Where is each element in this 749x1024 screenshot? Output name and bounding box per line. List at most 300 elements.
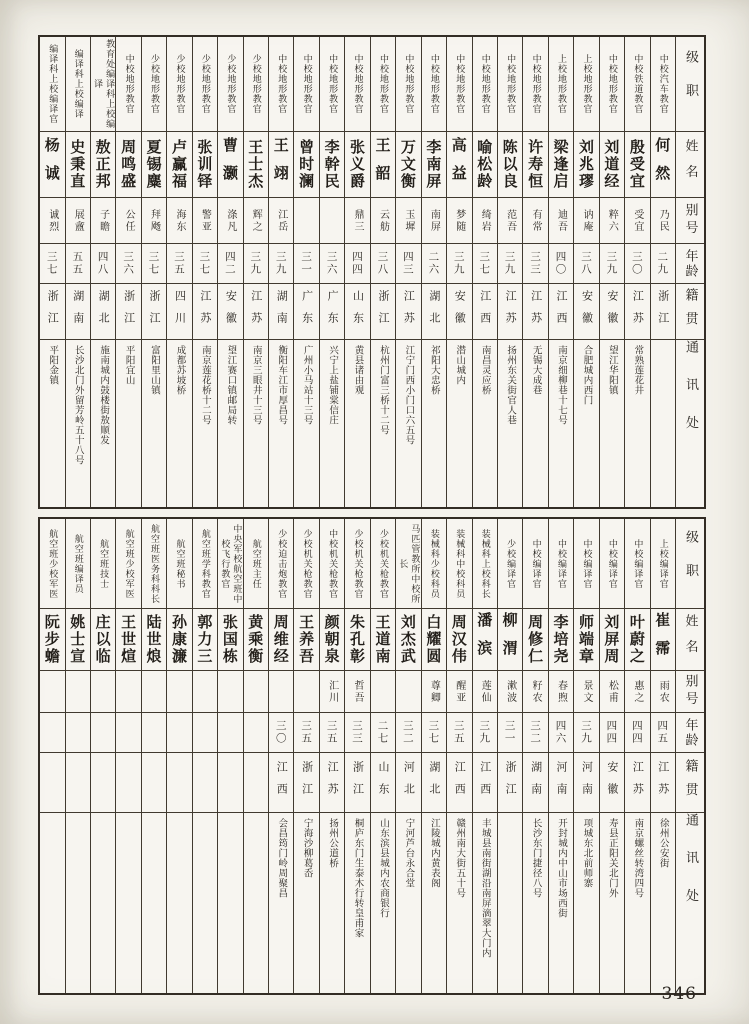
- alias-cell: 受宜: [625, 198, 649, 244]
- alias-cell: 江岳: [269, 198, 293, 244]
- header-origin: 籍贯: [676, 284, 704, 340]
- roster-column: [344, 37, 369, 507]
- name-cell: 孙康濂: [167, 609, 191, 671]
- origin-cell: 浙江: [142, 284, 166, 340]
- name-cell: 陆世烺: [142, 609, 166, 671]
- header-alias: 别号: [676, 671, 704, 713]
- name-cell: 许寿恒: [523, 132, 547, 198]
- address-cell: 宁河芦台永合堂: [403, 818, 415, 888]
- rank-cell: 少校地形教官: [244, 37, 268, 132]
- age-cell: 二九: [651, 244, 675, 284]
- rank-cell: 教育处编译科上校编译: [91, 37, 115, 132]
- roster-column: [243, 37, 268, 507]
- alias-cell: 辉之: [244, 198, 268, 244]
- age-cell: 三五: [447, 713, 471, 753]
- name-cell: 刘杰武: [396, 609, 420, 671]
- rank-cell: 中校地形教官: [523, 37, 547, 132]
- roster-column: [624, 37, 649, 507]
- age-cell: [66, 713, 90, 753]
- age-cell: [244, 713, 268, 753]
- alias-cell: [269, 671, 293, 713]
- name-cell: 叶蔚之: [625, 609, 649, 671]
- name-cell: 颜朝泉: [320, 609, 344, 671]
- alias-cell: 惠之: [625, 671, 649, 713]
- address-cell: 衡阳车江市厚昌号: [276, 345, 288, 425]
- name-cell: 卢赢福: [167, 132, 191, 198]
- address-cell: 成都苏坡桥: [174, 345, 186, 395]
- header-address: 通讯处: [683, 813, 698, 927]
- roster-column: [446, 37, 471, 507]
- origin-cell: 浙江: [498, 753, 522, 813]
- alias-cell: [218, 671, 242, 713]
- address-cell: 项城东北前师寨: [581, 818, 593, 888]
- name-cell: 朱孔彰: [345, 609, 369, 671]
- alias-cell: 松甫: [600, 671, 624, 713]
- origin-cell: 江苏: [498, 284, 522, 340]
- name-cell: 李培尧: [549, 609, 573, 671]
- alias-cell: 哲吾: [345, 671, 369, 713]
- rank-cell: 上校地形教官: [549, 37, 573, 132]
- origin-cell: 江苏: [651, 753, 675, 813]
- name-cell: 殷受宜: [625, 132, 649, 198]
- alias-cell: [294, 198, 318, 244]
- origin-cell: [244, 753, 268, 813]
- origin-cell: 江西: [269, 753, 293, 813]
- origin-cell: 山东: [371, 753, 395, 813]
- alias-cell: 涤凡: [218, 198, 242, 244]
- origin-cell: 湖北: [91, 284, 115, 340]
- origin-cell: 江苏: [193, 284, 217, 340]
- roster-column: [573, 519, 598, 993]
- age-cell: 二七: [371, 713, 395, 753]
- rank-cell: 中校地形教官: [422, 37, 446, 132]
- alias-cell: 尊卿: [422, 671, 446, 713]
- roster-column: [446, 519, 471, 993]
- roster-column: [293, 519, 318, 993]
- header-age: 年龄: [676, 713, 704, 753]
- age-cell: 四四: [600, 713, 624, 753]
- roster-column: [650, 37, 675, 507]
- name-cell: 周汉伟: [447, 609, 471, 671]
- roster-column: [115, 37, 140, 507]
- age-cell: 四八: [91, 244, 115, 284]
- alias-cell: 漱波: [498, 671, 522, 713]
- alias-cell: 诚烈: [40, 198, 64, 244]
- roster-column: [548, 519, 573, 993]
- origin-cell: 江西: [473, 284, 497, 340]
- name-cell: 白耀圆: [422, 609, 446, 671]
- address-cell: 南京螺丝转湾四号: [632, 818, 644, 898]
- origin-cell: 江西: [447, 753, 471, 813]
- roster-column: [141, 519, 166, 993]
- name-cell: 李南屏: [422, 132, 446, 198]
- name-cell: 王道南: [371, 609, 395, 671]
- roster-column: [217, 37, 242, 507]
- alias-cell: [371, 671, 395, 713]
- alias-cell: [142, 671, 166, 713]
- name-cell: 喻松龄: [473, 132, 497, 198]
- alias-cell: 雨农: [651, 671, 675, 713]
- rank-cell: 中校地形教官: [345, 37, 369, 132]
- alias-cell: 醒亚: [447, 671, 471, 713]
- name-cell: 李幹民: [320, 132, 344, 198]
- name-cell: 王韶: [371, 132, 395, 198]
- age-cell: 三九: [498, 244, 522, 284]
- name-cell: 敖正邦: [91, 132, 115, 198]
- rank-cell: 少校地形教官: [218, 37, 242, 132]
- age-cell: 四六: [549, 713, 573, 753]
- rank-cell: 中校地形教官: [396, 37, 420, 132]
- header-column: [675, 519, 704, 993]
- rank-cell: 中校地形教官: [371, 37, 395, 132]
- rank-cell: 少校机关枪教官: [345, 519, 369, 609]
- roster-column: [472, 37, 497, 507]
- roster-column: [217, 519, 242, 993]
- address-cell: 开封城内中山市场西街: [556, 818, 568, 918]
- roster-column: [115, 519, 140, 993]
- address-cell: 望江赛口镇邮局转: [225, 345, 237, 425]
- alias-cell: [396, 671, 420, 713]
- rank-cell: 中校汽车教官: [651, 37, 675, 132]
- origin-cell: 江苏: [523, 284, 547, 340]
- address-cell: 宁海沙柳葛岙: [301, 818, 313, 878]
- age-cell: 四二: [218, 244, 242, 284]
- alias-cell: 有常: [523, 198, 547, 244]
- origin-cell: 浙江: [651, 284, 675, 340]
- rank-cell: 编译科上校编译: [66, 37, 90, 132]
- alias-cell: 春煦: [549, 671, 573, 713]
- rank-cell: 中校编译官: [549, 519, 573, 609]
- header-rank: 级职: [676, 37, 704, 132]
- roster-column: [599, 519, 624, 993]
- alias-cell: 汇川: [320, 671, 344, 713]
- address-cell: 平阳宜山: [123, 345, 135, 385]
- address-cell: [218, 813, 242, 991]
- alias-cell: [294, 671, 318, 713]
- address-cell: 黄县诸由观: [352, 345, 364, 395]
- age-cell: [218, 713, 242, 753]
- name-cell: 阮步蟾: [40, 609, 64, 671]
- header-alias: 别号: [676, 198, 704, 244]
- roster-column: [624, 519, 649, 993]
- origin-cell: 山东: [345, 284, 369, 340]
- address-cell: 赣州南大街五十号: [454, 818, 466, 898]
- age-cell: 三六: [320, 244, 344, 284]
- name-cell: 崔霈: [651, 609, 675, 671]
- name-cell: 陈以良: [498, 132, 522, 198]
- page-number: 346: [661, 984, 697, 1004]
- name-cell: 高益: [447, 132, 471, 198]
- origin-cell: 安徽: [600, 753, 624, 813]
- rank-cell: 中校地形教官: [498, 37, 522, 132]
- rank-cell: 装械科少校科员: [422, 519, 446, 609]
- name-cell: 柳渭: [498, 609, 522, 671]
- name-cell: 刘道经: [600, 132, 624, 198]
- address-cell: 徐州公安街: [657, 818, 669, 868]
- origin-cell: [91, 753, 115, 813]
- address-cell: 江陵城内黄表阁: [428, 818, 440, 888]
- rank-cell: 少校地形教官: [167, 37, 191, 132]
- roster-column: [141, 37, 166, 507]
- alias-cell: 展盦: [66, 198, 90, 244]
- rank-cell: 航空班学科教官: [193, 519, 217, 609]
- rank-cell: 中校地形教官: [473, 37, 497, 132]
- origin-cell: [193, 753, 217, 813]
- name-cell: 郭力三: [193, 609, 217, 671]
- rank-cell: 中校地形教官: [294, 37, 318, 132]
- rank-cell: 航空班秘书: [167, 519, 191, 609]
- address-cell: 富阳里山镇: [149, 345, 161, 395]
- name-cell: 杨诚: [40, 132, 64, 198]
- origin-cell: 江苏: [625, 284, 649, 340]
- address-cell: 望江华阳镇: [606, 345, 618, 395]
- age-cell: 三五: [320, 713, 344, 753]
- age-cell: 三一: [498, 713, 522, 753]
- name-cell: 王养吾: [294, 609, 318, 671]
- rank-cell: 航空班少校军医: [116, 519, 140, 609]
- roster-column: [497, 519, 522, 993]
- age-cell: 三二: [396, 713, 420, 753]
- header-name: 姓名: [676, 609, 704, 671]
- name-cell: 王翊: [269, 132, 293, 198]
- address-cell: 江宁门西小门口六五号: [403, 345, 415, 445]
- age-cell: 三七: [142, 244, 166, 284]
- header-age: 年龄: [676, 244, 704, 284]
- age-cell: 四四: [625, 713, 649, 753]
- alias-cell: 粹六: [600, 198, 624, 244]
- address-cell: [244, 813, 268, 991]
- age-cell: [91, 713, 115, 753]
- address-cell: 长沙北门外留芳岭五十八号: [72, 345, 84, 465]
- origin-cell: 湖北: [422, 284, 446, 340]
- origin-cell: 安徽: [600, 284, 624, 340]
- roster-column: [90, 37, 115, 507]
- age-cell: 四五: [651, 713, 675, 753]
- rank-cell: 马匹管教所中校所长: [396, 519, 420, 609]
- address-cell: 潜山城内: [454, 345, 466, 385]
- rank-cell: 少校地形教官: [193, 37, 217, 132]
- rank-cell: 少校编译官: [498, 519, 522, 609]
- age-cell: 三七: [473, 244, 497, 284]
- age-cell: 三八: [371, 244, 395, 284]
- alias-cell: 梦随: [447, 198, 471, 244]
- rank-cell: 中校地形教官: [447, 37, 471, 132]
- roster-column: [650, 519, 675, 993]
- rank-cell: 中校地形教官: [269, 37, 293, 132]
- address-cell: 南京细柳巷十七号: [556, 345, 568, 425]
- age-cell: 三三: [345, 713, 369, 753]
- rank-cell: 装械科中校科员: [447, 519, 471, 609]
- age-cell: [167, 713, 191, 753]
- roster-column: [243, 519, 268, 993]
- origin-cell: 河北: [396, 753, 420, 813]
- rank-cell: 中校编译官: [600, 519, 624, 609]
- roster-column: [319, 37, 344, 507]
- name-cell: 姚士宣: [66, 609, 90, 671]
- age-cell: 三五: [167, 244, 191, 284]
- rank-cell: 中央军校航空班中校飞行教官: [218, 519, 242, 609]
- address-cell: 扬州公道桥: [327, 818, 339, 868]
- address-cell: 丰城县南街湖沿南屏滴翠大门内: [479, 818, 491, 958]
- alias-cell: 迪吾: [549, 198, 573, 244]
- origin-cell: 安徽: [447, 284, 471, 340]
- address-cell: 无锡大成巷: [530, 345, 542, 395]
- roster-column: [370, 519, 395, 993]
- age-cell: 三九: [473, 713, 497, 753]
- alias-cell: 拜飏: [142, 198, 166, 244]
- address-cell: 施南城内鼓楼街敖顺发: [98, 345, 110, 445]
- origin-cell: 浙江: [371, 284, 395, 340]
- header-name: 姓名: [676, 132, 704, 198]
- age-cell: 五五: [66, 244, 90, 284]
- age-cell: 四四: [345, 244, 369, 284]
- name-cell: 师端章: [574, 609, 598, 671]
- address-cell: 祁阳大忠桥: [428, 345, 440, 395]
- age-cell: 三九: [447, 244, 471, 284]
- name-cell: 王士杰: [244, 132, 268, 198]
- rank-cell: 中校机关枪教官: [320, 519, 344, 609]
- age-cell: 三七: [193, 244, 217, 284]
- roster-column: [192, 519, 217, 993]
- roster-column: [319, 519, 344, 993]
- roster-column: [421, 519, 446, 993]
- name-cell: 夏锡麋: [142, 132, 166, 198]
- roster-column: [268, 519, 293, 993]
- name-cell: 梁逢启: [549, 132, 573, 198]
- age-cell: 三一: [294, 244, 318, 284]
- address-cell: [91, 813, 115, 991]
- origin-cell: 江苏: [244, 284, 268, 340]
- name-cell: 庄以临: [91, 609, 115, 671]
- age-cell: 二六: [422, 244, 446, 284]
- origin-cell: 浙江: [345, 753, 369, 813]
- origin-cell: 安徽: [574, 284, 598, 340]
- name-cell: 周鸣盛: [116, 132, 140, 198]
- rank-cell: 编译科上校编译官: [40, 37, 64, 132]
- roster-column: [268, 37, 293, 507]
- rank-cell: 航空班主任: [244, 519, 268, 609]
- roster-column: [497, 37, 522, 507]
- age-cell: [116, 713, 140, 753]
- alias-cell: 乃民: [651, 198, 675, 244]
- roster-column: [166, 519, 191, 993]
- name-cell: 王世煊: [116, 609, 140, 671]
- alias-cell: 南屏: [422, 198, 446, 244]
- age-cell: 四〇: [549, 244, 573, 284]
- origin-cell: [167, 753, 191, 813]
- rank-cell: 装械科上校科长: [473, 519, 497, 609]
- age-cell: 三九: [269, 244, 293, 284]
- roster-column: [548, 37, 573, 507]
- age-cell: [142, 713, 166, 753]
- age-cell: 三八: [574, 244, 598, 284]
- age-cell: 三六: [116, 244, 140, 284]
- name-cell: 刘屏周: [600, 609, 624, 671]
- rank-cell: 中校地形教官: [600, 37, 624, 132]
- roster-column: [395, 519, 420, 993]
- rank-cell: 航空班少校军医: [40, 519, 64, 609]
- alias-cell: 玉墀: [396, 198, 420, 244]
- origin-cell: 浙江: [40, 284, 64, 340]
- origin-cell: 江苏: [625, 753, 649, 813]
- rank-cell: 中校编译官: [523, 519, 547, 609]
- alias-cell: 公任: [116, 198, 140, 244]
- address-cell: 常熟莲花井: [632, 345, 644, 395]
- address-cell: 南昌灵应桥: [479, 345, 491, 395]
- header-address: 通讯处: [683, 340, 698, 454]
- alias-cell: [244, 671, 268, 713]
- roster-column: [421, 37, 446, 507]
- age-cell: 四三: [396, 244, 420, 284]
- alias-cell: [320, 198, 344, 244]
- origin-cell: 河南: [549, 753, 573, 813]
- roster-column: [395, 37, 420, 507]
- address-cell: [651, 340, 675, 505]
- name-cell: 刘兆璆: [574, 132, 598, 198]
- name-cell: 曹灏: [218, 132, 242, 198]
- rank-cell: 少校地形教官: [142, 37, 166, 132]
- roster-column: [166, 37, 191, 507]
- rank-cell: 中校地形教官: [320, 37, 344, 132]
- alias-cell: 云舫: [371, 198, 395, 244]
- age-cell: 三五: [294, 713, 318, 753]
- roster-column: [90, 519, 115, 993]
- roster-column: [40, 37, 64, 507]
- rank-cell: 中校地形教官: [116, 37, 140, 132]
- origin-cell: 江苏: [320, 753, 344, 813]
- origin-cell: [40, 753, 64, 813]
- roster-column: [40, 519, 64, 993]
- alias-cell: 鼎三: [345, 198, 369, 244]
- rank-cell: 中校编译官: [574, 519, 598, 609]
- roster-column: [65, 37, 90, 507]
- name-cell: 何然: [651, 132, 675, 198]
- alias-cell: 讷庵: [574, 198, 598, 244]
- origin-cell: 安徽: [218, 284, 242, 340]
- address-cell: 长沙东门捷径八号: [530, 818, 542, 898]
- age-cell: 三九: [600, 244, 624, 284]
- age-cell: 三九: [244, 244, 268, 284]
- address-cell: 桐庐东门生泰木行转皇甫家: [352, 818, 364, 938]
- alias-cell: 绮岩: [473, 198, 497, 244]
- age-cell: 三七: [40, 244, 64, 284]
- alias-cell: 籽农: [523, 671, 547, 713]
- name-cell: 曾时澜: [294, 132, 318, 198]
- roster-column: [192, 37, 217, 507]
- age-cell: [193, 713, 217, 753]
- alias-cell: [193, 671, 217, 713]
- name-cell: 万文衡: [396, 132, 420, 198]
- origin-cell: 江西: [549, 284, 573, 340]
- age-cell: 三〇: [625, 244, 649, 284]
- name-cell: 张训铎: [193, 132, 217, 198]
- alias-cell: [40, 671, 64, 713]
- rank-cell: 上校编译官: [651, 519, 675, 609]
- name-cell: 张国栋: [218, 609, 242, 671]
- rank-cell: 少校机关枪教官: [371, 519, 395, 609]
- rank-cell: 航空班技士: [91, 519, 115, 609]
- address-cell: 杭州门富三桥十二号: [377, 345, 389, 435]
- address-cell: 广州小马站十三号: [301, 345, 313, 425]
- rank-cell: 中校编译官: [625, 519, 649, 609]
- address-cell: [167, 813, 191, 991]
- origin-cell: [218, 753, 242, 813]
- roster-table-bottom: [38, 517, 706, 995]
- address-cell: 会昌筠门岭周聚昌: [276, 818, 288, 898]
- age-cell: 三二: [523, 713, 547, 753]
- rank-cell: 中校铁道教官: [625, 37, 649, 132]
- origin-cell: 广东: [320, 284, 344, 340]
